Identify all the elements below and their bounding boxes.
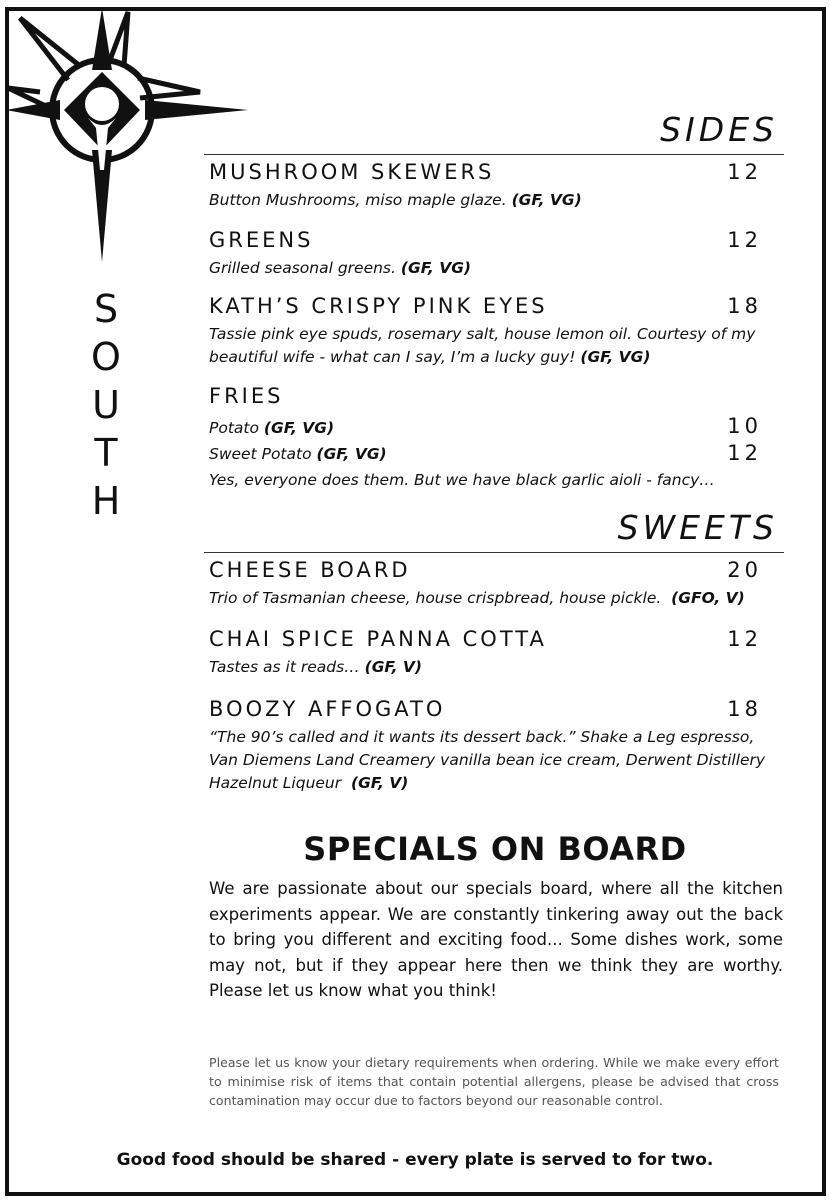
dietary-tags: (GFO, V) xyxy=(671,589,745,607)
menu-item-description: Button Mushrooms, miso maple glaze. (GF, VG) xyxy=(209,191,582,209)
brand-letter: U xyxy=(92,383,120,427)
menu-item-name: KATH’S CRISPY PINK EYES xyxy=(209,294,548,318)
allergen-disclaimer: Please let us know your dietary requirements when ordering. While we make every effort to minimise risk of items that contain potential allergens, please be advised that cross contamination may occur due to factors beyond our reasonable control. xyxy=(209,1055,779,1108)
menu-item-description: Yes, everyone does them. But we have black garlic aioli - fancy… xyxy=(209,471,715,489)
footer-note: Good food should be shared - every plate is served to for two. xyxy=(116,1150,714,1170)
menu-item-description: Grilled seasonal greens. (GF, VG) xyxy=(209,259,472,277)
fries-option: Sweet Potato (GF, VG) xyxy=(209,445,387,463)
menu-item-price: 12 xyxy=(727,441,762,465)
dietary-tags: (GF, V) xyxy=(350,774,409,792)
menu-item-price: 12 xyxy=(727,160,762,184)
menu-item-price: 12 xyxy=(727,627,762,651)
dietary-tags: (GF, VG) xyxy=(316,445,387,463)
dietary-tags: (GF, VG) xyxy=(580,348,651,366)
menu-item-name: CHAI SPICE PANNA COTTA xyxy=(209,627,547,651)
menu-item-name: GREENS xyxy=(209,228,314,252)
menu-item-description: Tastes as it reads… (GF, V) xyxy=(209,658,423,676)
menu-item-description: “The 90’s called and it wants its dessert back.” Shake a Leg espresso, Van Diemens Land Creamery vanilla bean ice cream, Derwent Distillery Hazelnut Liqueur (GF, V) xyxy=(209,728,766,792)
specials-heading: SPECIALS ON BOARD xyxy=(303,830,687,868)
menu-item-price: 18 xyxy=(727,294,762,318)
dietary-tags: (GF, VG) xyxy=(511,191,582,209)
menu-item-name: CHEESE BOARD xyxy=(209,558,411,582)
menu-item-price: 20 xyxy=(727,558,762,582)
dietary-tags: (GF, V) xyxy=(364,658,423,676)
menu-item-description: Trio of Tasmanian cheese, house crispbread, house pickle. (GFO, V) xyxy=(209,589,745,607)
brand-letter: T xyxy=(94,431,118,475)
section-divider xyxy=(204,552,784,553)
fries-option: Potato (GF, VG) xyxy=(209,419,335,437)
dietary-tags: (GF, VG) xyxy=(263,419,335,437)
menu-item-price: 12 xyxy=(727,228,762,252)
section-divider xyxy=(204,154,784,155)
section-title-sweets: SWEETS xyxy=(617,508,778,547)
menu-item-name: FRIES xyxy=(209,384,284,408)
menu-item-name: BOOZY AFFOGATO xyxy=(209,697,446,721)
dietary-tags: (GF, VG) xyxy=(400,259,472,277)
specials-description: We are passionate about our specials board, where all the kitchen experiments appear. We are constantly tinkering away out the back to bring you different and exciting food... Some dishes work, some may not, but if they appear here then we think they are worthy. Please let us know what you think! xyxy=(209,879,783,1000)
menu-item-price: 10 xyxy=(727,414,762,438)
section-title-sides: SIDES xyxy=(660,110,778,149)
brand-letter: S xyxy=(93,287,119,331)
brand-letter: O xyxy=(91,335,121,379)
menu-item-name: MUSHROOM SKEWERS xyxy=(209,160,495,184)
brand-letter: H xyxy=(91,479,121,523)
menu-item-description: Tassie pink eye spuds, rosemary salt, house lemon oil. Courtesy of my beautiful wife - what can I say, I’m a lucky guy! (GF, VG) xyxy=(209,325,756,366)
menu-item-price: 18 xyxy=(727,697,762,721)
